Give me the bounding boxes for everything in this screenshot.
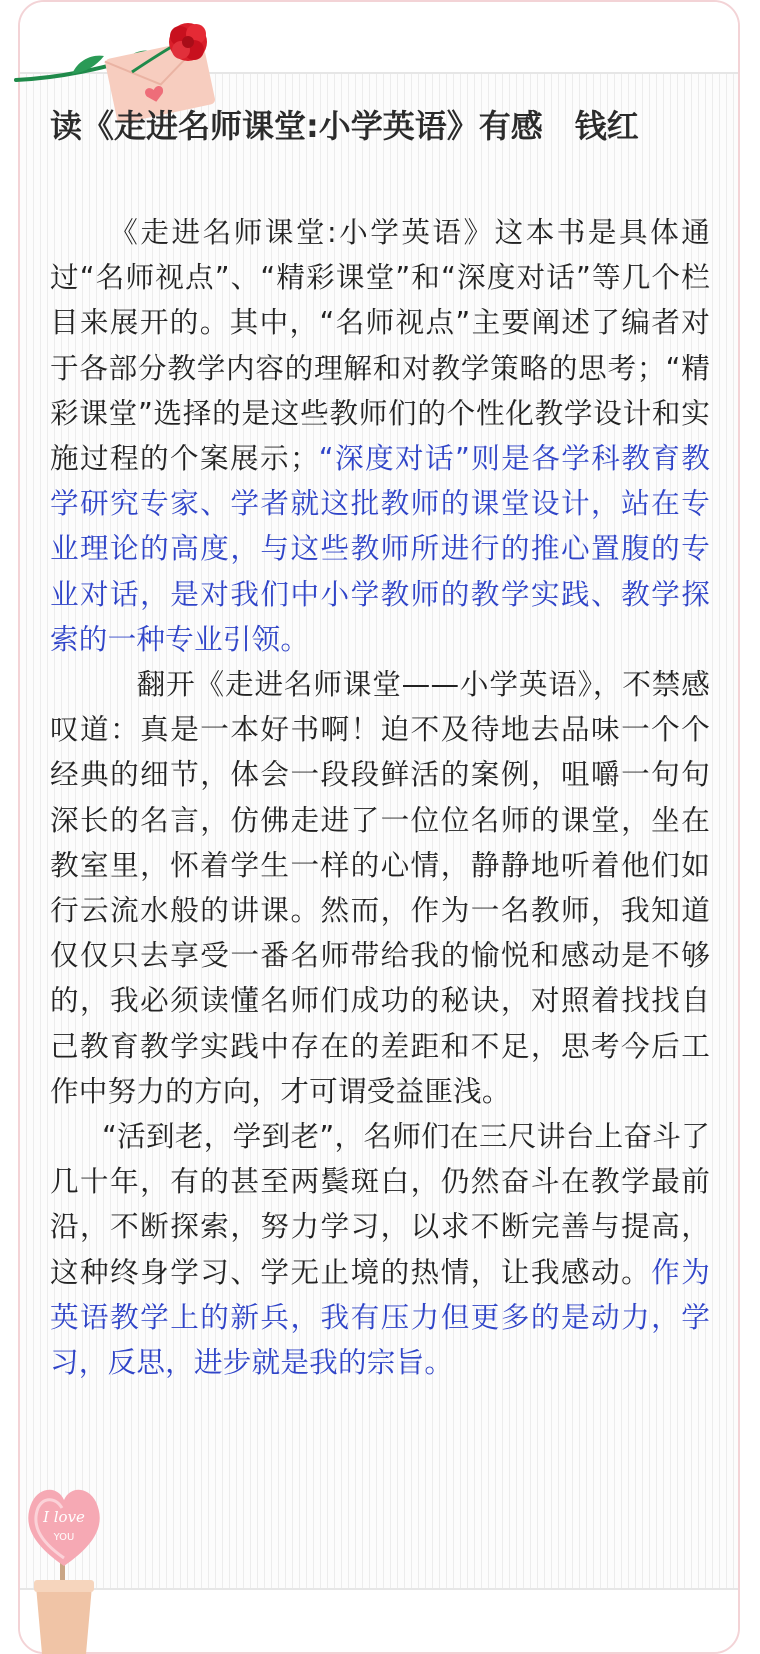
paragraph-3-text: “活到老，学到老”，名师们在三尺讲台上奋斗了几十年，有的甚至两鬓斑白，仍然奋斗在教学最前沿，不断探索，努力学习，以求不断完善与提高，这种终身学习、学无止境的热情，让我感动。 — [50, 1119, 710, 1289]
heart-text-line2: YOU — [53, 1532, 75, 1543]
heart-text-line1: I love — [43, 1508, 85, 1526]
paragraph-2 — [50, 662, 710, 1114]
article-title: 读《走进名师课堂:小学英语》有感 钱红 — [50, 107, 639, 145]
bottom-band — [20, 1588, 738, 1652]
heart-plant-decoration-icon — [22, 1476, 106, 1654]
paragraph-2-text: 翻开《走进名师课堂——小学英语》，不禁感叹道：真是一本好书啊！迫不及待地去品味一个个经典的细节，体会一段段鲜活的案例，咀嚼一句句深长的名言，仿佛走进了一位位名师的课堂，坐在教室里，怀着学生一样的心情，静静地听着他们如行云流水般的讲课。然而，作为一名教师，我知道仅仅只去享受一番名师带给我的愉悦和感动是不够的，我必须读懂名师们成功的秘诀，对照着找找自己教育教学实践中存在的差距和不足，思考今后工作中努力的方向，才可谓受益匪浅。 — [50, 667, 710, 1108]
paragraph-1-text: 《走进名师课堂:小学英语》这本书是具体通过“名师视点”、“精彩课堂”和“深度对话”等几个栏目来展开的。其中，“名师视点”主要阐述了编者对于各部分教学内容的理解和对教学策略的思考；“精彩课堂”选择的是这些教师们的个性化教学设计和实施过程的个案展示； — [50, 215, 710, 476]
article-content — [50, 104, 710, 1385]
paragraph-1 — [50, 210, 710, 662]
paragraph-3-highlight: 作为英语教学上的新兵，我有压力但更多的是动力，学习，反思，进步就是我的宗旨。 — [50, 1254, 710, 1380]
paragraph-3 — [50, 1114, 710, 1385]
paragraph-1-highlight: “深度对话”则是各学科教育教学研究专家、学者就这批教师的课堂设计，站在专业理论的高度，与这些教师所进行的推心置腹的专业对话，是对我们中小学教师的教学实践、教学探索的一种专业引领。 — [50, 441, 710, 656]
